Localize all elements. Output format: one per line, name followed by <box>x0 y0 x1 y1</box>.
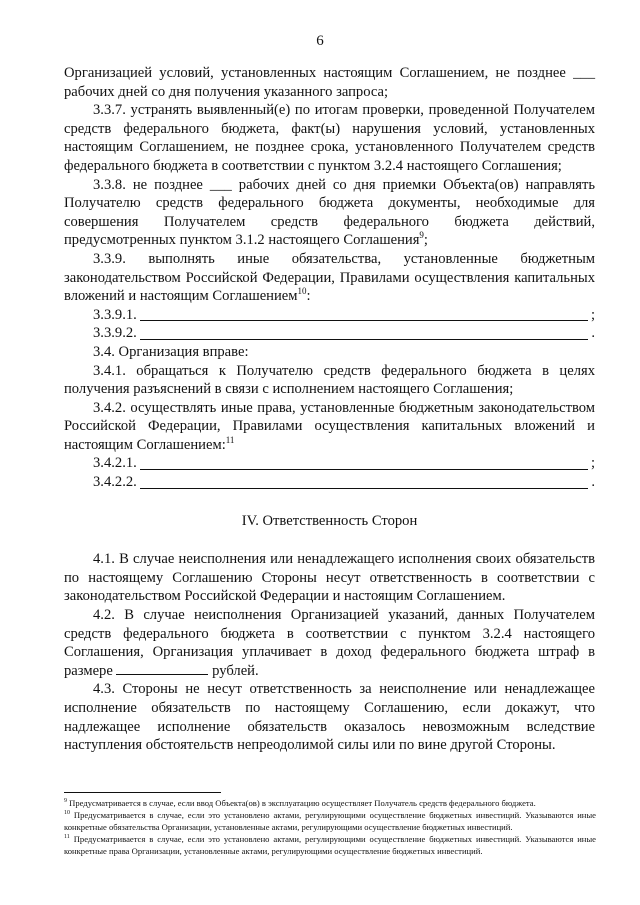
paragraph-3-3-8-end: ; <box>423 232 428 249</box>
paragraph-3-3-8-text: 3.3.8. не позднее ___ рабочих дней со дня приемки Объекта(ов) направлять Получателю средств федерального бюджета документы, необходимые для совершения Получателем средств федерального бюджета действий, предусмотренных пунктом 3.1.2 настоящего Соглашения <box>64 176 595 249</box>
footnote-9 <box>64 798 596 809</box>
footnote-separator <box>64 792 221 793</box>
paragraph-3-3-9 <box>64 250 595 306</box>
paragraph-continuation: Организацией условий, установленных настоящим Соглашением, не позднее ___ рабочих дней со дня получения указанного запроса; <box>64 65 595 100</box>
item-3-3-9-1 <box>93 306 595 325</box>
footnote-10 <box>64 810 596 833</box>
footnote-ref-11: 11 <box>225 435 235 446</box>
item-3-3-9-2-blank-line <box>140 326 589 340</box>
footnotes <box>64 798 596 858</box>
paragraph-4-2-text: 4.2. В случае неисполнения Организацией указаний, данных Получателем средств федерального бюджета в соответствии с пунктом 3.2.4 настоящего Соглашения, Организация уплачивает в доход федерального бюджета штраф в размере <box>64 607 595 679</box>
footnote-9-number: 9 <box>64 798 67 805</box>
paragraph-4-3: 4.3. Стороны не несут ответственность за неисполнение или ненадлежащее исполнение обязательств по настоящему Соглашению, если докажут, что надлежащее исполнение обязательств оказалось невозможным вследствие наступления обстоятельств непреодолимой силы или по вине другой Стороны. <box>64 681 595 754</box>
item-3-3-9-2-label: 3.3.9.2. <box>93 325 137 342</box>
item-3-3-9-2 <box>93 324 595 343</box>
item-3-4-2-2-blank-line <box>140 475 589 489</box>
footnote-11 <box>64 834 596 857</box>
paragraph-3-3-7: 3.3.7. устранять выявленный(е) по итогам проверки, проведенной Получателем средств федерального бюджета, факт(ы) нарушения условий, установленных настоящим Соглашением, не позднее срока, установленного Получателем средств федерального бюджета в соответствии с пунктом 3.2.4 настоящего Соглашения; <box>64 102 595 174</box>
paragraph-3-4-1: 3.4.1. обращаться к Получателю средств федерального бюджета в целях получения разъяснений в связи с исполнением настоящего Соглашения; <box>64 362 595 398</box>
footnote-11-number: 11 <box>64 834 70 841</box>
paragraph-3-4-2-text: 3.4.2. осуществлять иные права, установленные бюджетным законодательством Российской Федерации, Правилами осуществления капитальных вложений и настоящим Соглашением: <box>64 399 595 453</box>
item-3-4-2-2 <box>93 473 595 492</box>
paragraph-4-2-currency: рублей. <box>212 662 259 679</box>
paragraph-4-2 <box>64 606 595 680</box>
item-3-4-2-1-blank-line <box>140 456 588 470</box>
footnote-10-number: 10 <box>64 810 70 817</box>
footnote-ref-10: 10 <box>297 286 307 297</box>
item-3-3-9-1-blank-line <box>140 307 588 321</box>
paragraph-3-3-9-text: 3.3.9. выполнять иные обязательства, установленные бюджетным законодательством Российской Федерации, Правилами осуществления капитальных вложений и настоящим Соглашением <box>64 250 595 305</box>
item-3-3-9-1-label: 3.3.9.1. <box>93 306 137 323</box>
item-3-4-2-1 <box>93 454 595 473</box>
paragraph-3-3-8 <box>64 176 595 250</box>
footnote-9-text: Предусматривается в случае, если ввод Объекта(ов) в эксплуатацию осуществляет Получатель средств федерального бюджета. <box>69 798 536 808</box>
paragraph-4-1: 4.1. В случае неисполнения или ненадлежащего исполнения своих обязательств по настоящему Соглашению Стороны несут ответственность в соответствии с законодательством Российской Федерации и настоящим Соглашением. <box>64 551 595 605</box>
item-3-4-2-2-end: . <box>591 474 595 491</box>
item-3-3-9-1-end: ; <box>590 306 595 323</box>
item-3-4-2-1-end: ; <box>590 455 595 472</box>
footnote-10-text: Предусматривается в случае, если это установлено актами, регулирующими осуществление бюджетных инвестиций. Указываются иные конкретные обязательства Организации, установленные актами, регулирующими осуществление бюджетных инвестиций. <box>64 810 596 832</box>
paragraph-3-4: 3.4. Организация вправе: <box>93 343 249 360</box>
footnote-11-text: Предусматривается в случае, если это установлено актами, регулирующими осуществление бюджетных инвестиций. Указываются иные конкретные права Организации, установленные актами, регулирующими осуществление бюджетных инвестиций. <box>64 834 596 856</box>
paragraph-3-4-2 <box>64 399 595 455</box>
section-title: IV. Ответственность Сторон <box>241 512 418 529</box>
item-3-3-9-2-end: . <box>591 325 595 342</box>
item-3-4-2-1-label: 3.4.2.1. <box>93 455 137 472</box>
document-body <box>64 64 595 755</box>
footnote-ref-9: 9 <box>419 230 424 241</box>
item-3-4-2-2-label: 3.4.2.2. <box>93 474 137 491</box>
fine-amount-blank <box>116 662 208 675</box>
paragraph-3-3-9-end: : <box>306 288 311 305</box>
page-number: 6 <box>316 33 324 49</box>
